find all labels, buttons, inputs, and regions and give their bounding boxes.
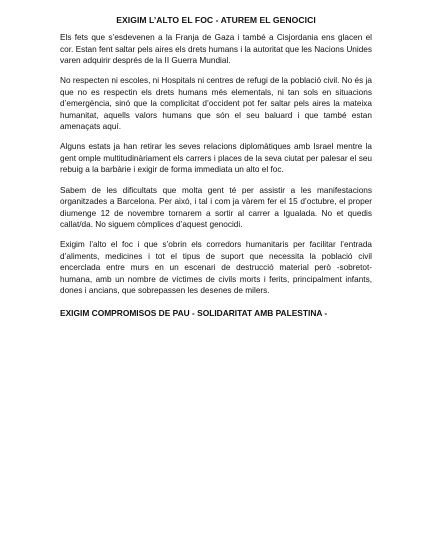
document-title: EXIGIM L’ALTO EL FOC - ATUREM EL GENOCICI xyxy=(116,15,316,25)
closing-statement: EXIGIM COMPROMISOS DE PAU - SOLIDARITAT AMB PALESTINA - xyxy=(60,307,328,318)
paragraph-1: Els fets que s’esdevenen a la Franja de Gaza i també a Cisjordania ens glacen el cor. Estan fent saltar pels aires els drets humans i la autoritat que les Nacions Unides varen adquirir després de la II Guerra Mundial. xyxy=(60,33,372,66)
paragraph-4: Sabem de les dificultats que molta gent té per assistir a les manifestacions organitzades a Barcelona. Per això, i tal i com ja vàrem fer el 15 d’octubre, el proper diumenge 12 de novembre tornarem a sortir al carrer a Igualada. No et quedis callat/da. No siguem còmplices d’aquest genocidi. xyxy=(60,185,372,230)
paragraph-2: No respecten ni escoles, ni Hospitals ni centres de refugi de la població civil. No és ja que no es respectin els drets humans més elementals, ni tan sols en situacions d’emergència, sinó que la complicitat d’occident pot fer saltar pels aires la mateixa humanitat, aquells valors humans que són el seu baluard i que també estan amenaçats aquí. xyxy=(60,76,372,132)
document-page xyxy=(60,14,372,319)
paragraph-5: Exigim l’alto el foc i que s’obrin els corredors humanitaris per facilitar l’entrada d’aliments, medicines i tot el tipus de suport que necessita la població civil encerclada entre murs en un escenari de destrucció material però -sobretot- humana, amb un nombre de víctimes de civils morts i ferits, principalment infants, dones i ancians, que sobrepassen les desenes de milers. xyxy=(60,240,372,296)
paragraph-3: Alguns estats ja han retirar les seves relacions diplomàtiques amb Israel mentre la gent omple multitudinàriament els carrers i places de la seva ciutat per palesar el seu rebuig a la barbàrie i exigir de forma immediata un alto el foc. xyxy=(60,142,372,175)
